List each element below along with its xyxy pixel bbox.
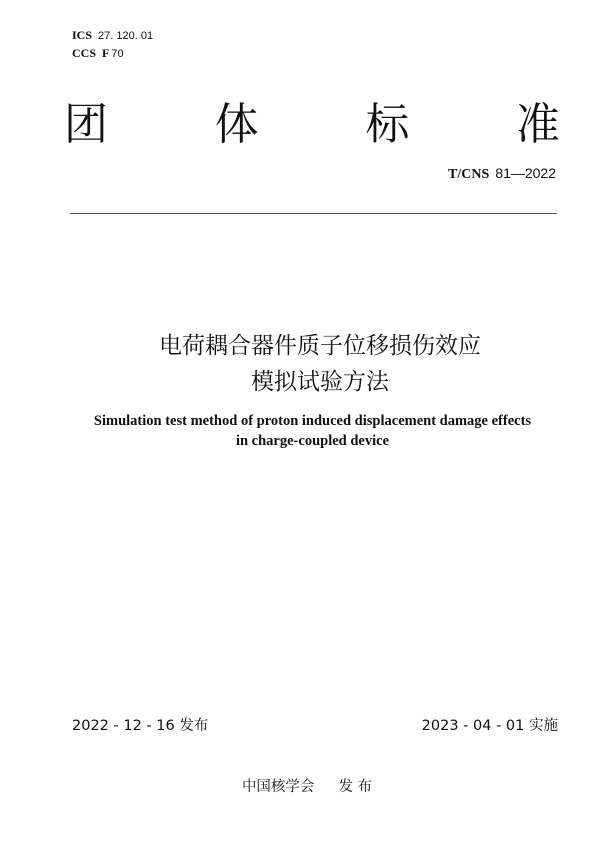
chinese-title bbox=[0, 328, 600, 400]
divider-line bbox=[70, 213, 557, 214]
heading-char: 体 bbox=[214, 99, 259, 150]
ics-code: ICS 27. 120. 01 bbox=[72, 28, 154, 42]
heading-char: 团 bbox=[64, 99, 108, 150]
publisher-name: 中国核学会 bbox=[241, 779, 315, 795]
standard-type-heading bbox=[64, 98, 560, 152]
publish-date: 2022 - 12 - 16 发布 bbox=[72, 718, 209, 734]
publish-action: 发 布 bbox=[338, 779, 373, 795]
english-title-line: in charge-coupled device bbox=[235, 433, 390, 449]
chinese-title-line: 电荷耦合器件质子位移损伤效应 bbox=[159, 333, 481, 359]
chinese-title-line: 模拟试验方法 bbox=[251, 369, 389, 395]
implement-date: 2023 - 04 - 01 实施 bbox=[421, 718, 558, 734]
ccs-code: CCS F 70 bbox=[72, 46, 124, 60]
publisher bbox=[0, 775, 600, 796]
standard-number: T/CNS 81—2022 bbox=[448, 165, 556, 182]
heading-char: 准 bbox=[515, 99, 560, 150]
english-title bbox=[0, 411, 600, 451]
heading-char: 标 bbox=[365, 99, 410, 150]
classification-codes bbox=[72, 27, 153, 63]
english-title-line: Simulation test method of proton induced displacement damage effects bbox=[93, 413, 532, 429]
